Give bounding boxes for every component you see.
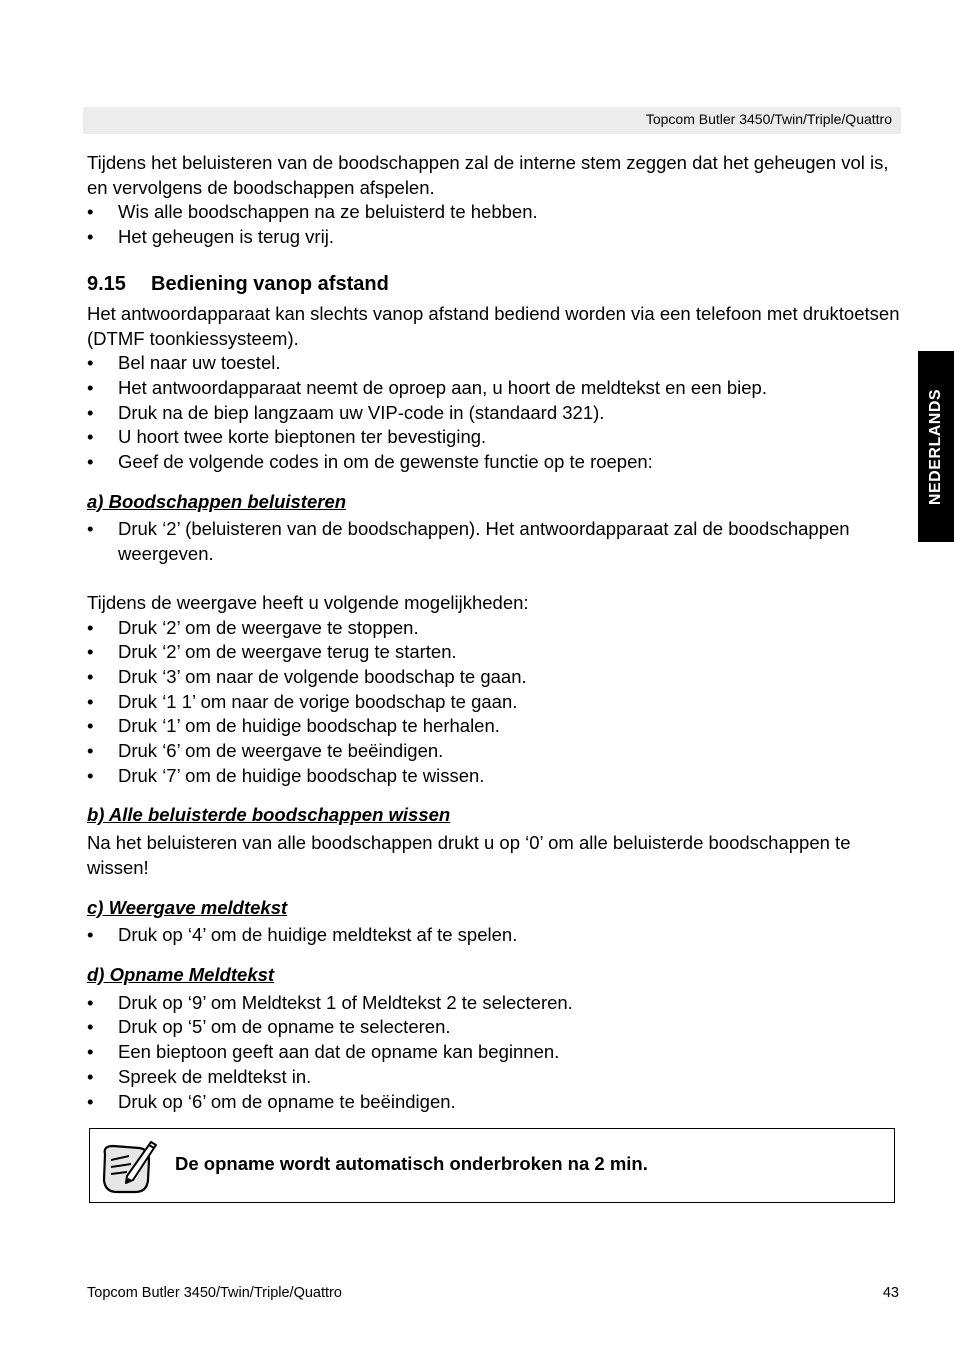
sub-d-list (87, 991, 902, 1115)
section-title: Bediening vanop afstand (151, 272, 389, 295)
subheading-c: c) Weergave meldtekst (87, 896, 288, 918)
note-pencil-icon (99, 1136, 159, 1196)
sub-a-list (87, 517, 902, 566)
list-item: • Druk ‘2’ om de weergave te stoppen. (87, 616, 902, 641)
list-item: • Druk na de biep langzaam uw VIP-code in (standaard 321). (87, 401, 902, 426)
list-item: • Druk ‘2’ (beluisteren van de boodschappen). Het antwoordapparaat zal de boodschappen weergeven. (87, 517, 902, 566)
list-item: • Druk op ‘5’ om de opname te selecteren. (87, 1015, 902, 1040)
running-header (83, 107, 901, 134)
page-number: 43 (882, 1285, 899, 1301)
list-item: • Druk ‘1 1’ om naar de vorige boodschap te gaan. (87, 690, 902, 715)
sub-b-paragraph: Na het beluisteren van alle boodschappen drukt u op ‘0’ om alle beluisterde boodschappen te wissen! (87, 832, 851, 878)
language-tab-label: NEDERLANDS (927, 388, 944, 505)
list-item: • Druk op ‘4’ om de huidige meldtekst af te spelen. (87, 923, 902, 948)
subheading-d: d) Opname Meldtekst (87, 963, 275, 985)
subheading-b: b) Alle beluisterde boodschappen wissen (87, 804, 451, 826)
list-item: • Bel naar uw toestel. (87, 351, 902, 376)
list-item: • Druk ‘3’ om naar de volgende boodschap te gaan. (87, 665, 902, 690)
sub-a-paragraph: Tijdens de weergave heeft u volgende mogelijkheden: (87, 591, 529, 613)
section-list (87, 351, 902, 475)
list-item: • Spreek de meldtekst in. (87, 1065, 902, 1090)
list-item: • Druk op ‘6’ om de opname te beëindigen. (87, 1090, 902, 1115)
note-box (89, 1128, 895, 1203)
list-item: • Het antwoordapparaat neemt de oproep aan, u hoort de meldtekst en een biep. (87, 376, 902, 401)
list-item: • Druk op ‘9’ om Meldtekst 1 of Meldtekst 2 te selecteren. (87, 991, 902, 1016)
note-text: De opname wordt automatisch onderbroken na 2 min. (175, 1153, 648, 1174)
list-item: • Druk ‘2’ om de weergave terug te starten. (87, 640, 902, 665)
section-heading (87, 271, 902, 297)
section-number: 9.15 (87, 272, 126, 295)
list-item: • Wis alle boodschappen na ze beluisterd te hebben. (87, 200, 902, 225)
list-item: • Geef de volgende codes in om de gewenste functie op te roepen: (87, 450, 902, 475)
footer-title: Topcom Butler 3450/Twin/Triple/Quattro (87, 1285, 342, 1301)
language-tab (918, 351, 954, 542)
list-item: • Het geheugen is terug vrij. (87, 225, 902, 250)
intro-list (87, 200, 902, 249)
page-content (87, 151, 902, 1114)
intro-paragraph: Tijdens het beluisteren van de boodschappen zal de interne stem zeggen dat het geheugen vol is, en vervolgens de boodschappen afspelen. (87, 152, 889, 198)
subheading-a: a) Boodschappen beluisteren (87, 490, 347, 512)
sub-a-options (87, 616, 902, 789)
list-item: • Een bieptoon geeft aan dat de opname kan beginnen. (87, 1040, 902, 1065)
list-item: • U hoort twee korte bieptonen ter bevestiging. (87, 425, 902, 450)
sub-c-list (87, 923, 902, 948)
section-paragraph: Het antwoordapparaat kan slechts vanop afstand bediend worden via een telefoon met druktoetsen (DTMF toonkiessysteem). (87, 302, 900, 349)
list-item: • Druk ‘7’ om de huidige boodschap te wissen. (87, 764, 902, 789)
list-item: • Druk ‘1’ om de huidige boodschap te herhalen. (87, 714, 902, 739)
running-header-title: Topcom Butler 3450/Twin/Triple/Quattro (645, 111, 892, 127)
list-item: • Druk ‘6’ om de weergave te beëindigen. (87, 739, 902, 764)
